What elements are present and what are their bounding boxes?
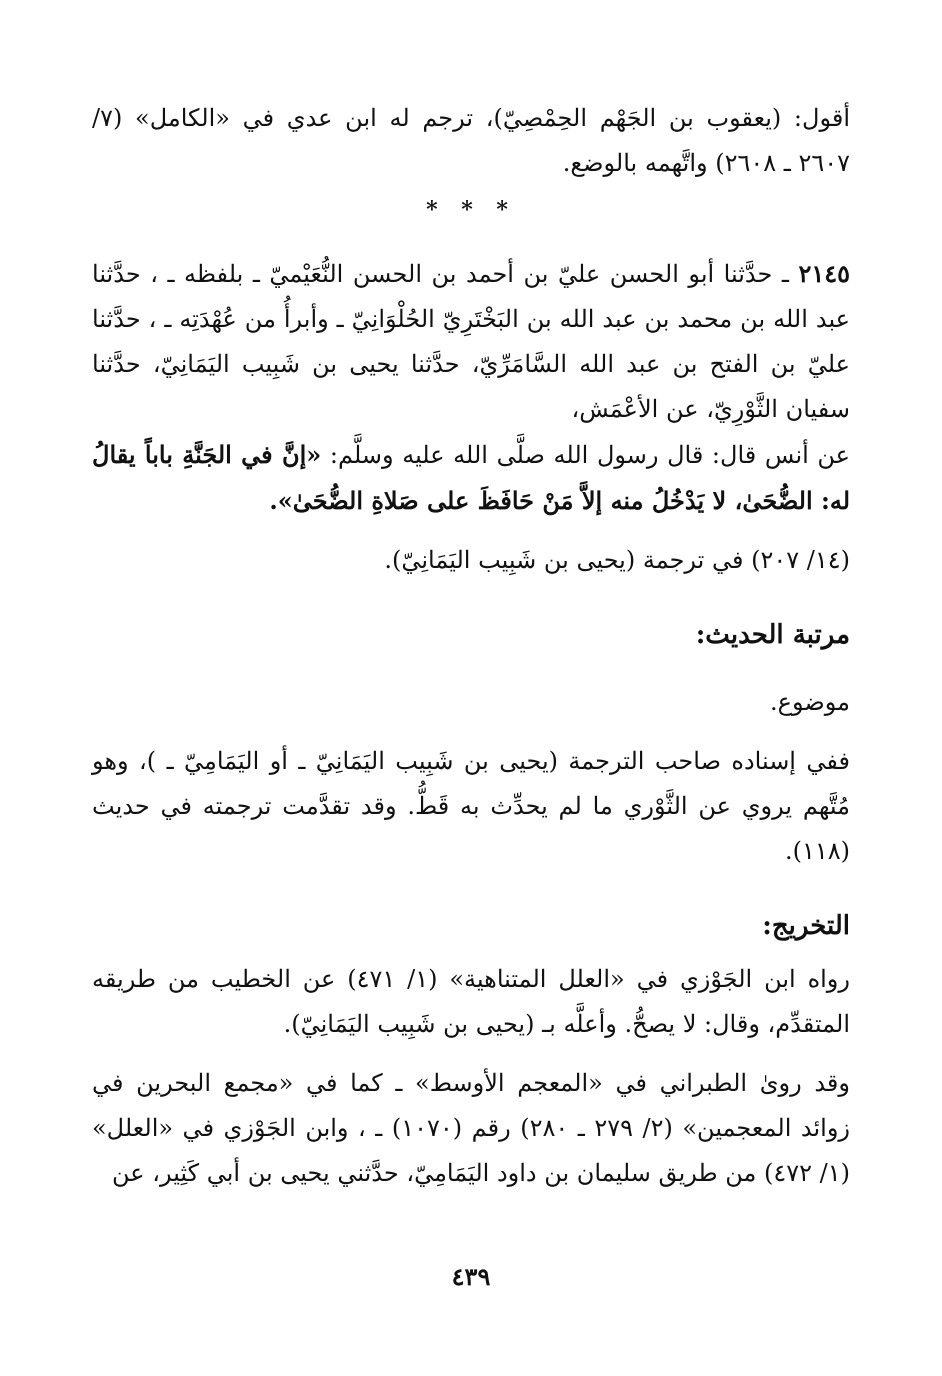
takhrij-paragraph-2: وقد روىٰ الطبراني في «المعجم الأوسط» ـ كما في «مجمع البحرين في زوائد المعجمين» (٢/ ٢٧٩ ـ ٢٨٠) رقم (١٠٧٠) ـ ، وابن الجَوْزي في «العلل» (١/ ٤٧٢) من طريق سليمان بن داود اليَمَامِيّ، حدَّثني يحيى بن أبي كَثِير، عن xyxy=(92,1069,850,1187)
hadith-matn: «إنَّ في الجَنَّةِ باباً يقالُ له: الضُّحَىٰ، لا يَدْخُلُ منه إلاَّ مَنْ حَافَظَ على صَلاةِ الضُّحَىٰ». xyxy=(92,440,850,515)
takhrij-paragraph-1: رواه ابن الجَوْزي في «العلل المتناهية» (١/ ٤٧١) عن الخطيب من طريقه المتقدِّم، وقال: لا يصحُّ. وأعلَّه بـ (يحيى بن شَبِيب اليَمَانِيّ). xyxy=(92,965,850,1038)
grade-value: موضوع. xyxy=(770,688,850,716)
hadith-matn-intro: عن أنس قال: قال رسول الله صلَّى الله عليه وسلَّم: xyxy=(321,441,850,469)
hadith-number: ٢١٤٥ xyxy=(798,259,850,288)
hadith-reference: (١٤/ ٢٠٧) في ترجمة (يحيى بن شَبِيب اليَمَانِيّ). xyxy=(384,546,850,574)
hadith-isnad: ـ حدَّثنا أبو الحسن عليّ بن أحمد بن الحسن النُّعَيْميّ ـ بلفظه ـ ، حدَّثنا عبد الله بن محمد بن عبد الله بن البَخْتَرِيّ الحُلْوَانِيّ ـ وأبرأُ من عُهْدَتِه ـ ، حدَّثنا عليّ بن الفتح بن عبد الله السَّامَرِّيّ، حدَّثنا يحيى بن شَبِيب اليَمَانِيّ، حدَّثنا سفيان الثَّوْرِيّ، عن الأعْمَش، xyxy=(92,260,850,423)
page-number: ٤٣٩ xyxy=(451,1262,491,1291)
grade-explanation: ففي إسناده صاحب الترجمة (يحيى بن شَبِيب اليَمَانِيّ ـ أو اليَمَامِيّ ـ )، وهو مُتَّهم يروي عن الثَّوْري ما لم يحدِّث به قَطُّ. وقد تقدَّمت ترجمته في حديث (١١٨). xyxy=(92,747,850,865)
takhrij-heading: التخريج: xyxy=(762,911,850,941)
hadith-matn-paragraph xyxy=(92,432,850,524)
section-separator: * * * xyxy=(426,197,516,223)
grade-heading: مرتبة الحديث: xyxy=(695,620,850,650)
intro-note: أقول: (يعقوب بن الجَهْم الحِمْصِيّ)، ترجم له ابن عدي في «الكامل» (٧/ ٢٦٠٧ ـ ٢٦٠٨) واتَّهمه بالوضع. xyxy=(92,104,850,177)
page-body xyxy=(92,96,850,1346)
hadith-isnad-paragraph xyxy=(92,251,850,432)
